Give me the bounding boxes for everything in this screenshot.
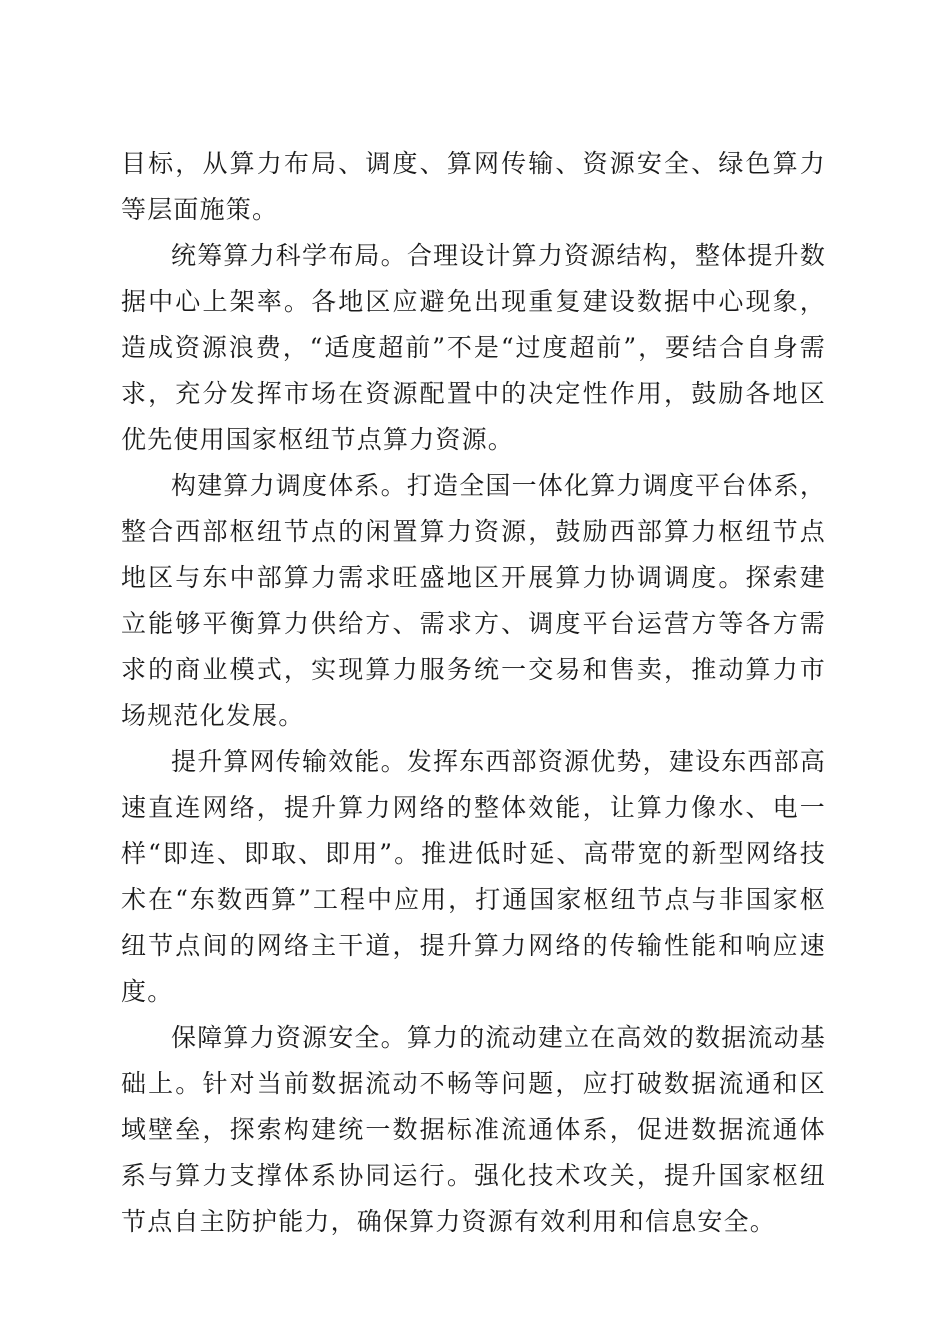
paragraph-heading: 保障算力资源安全。 (171, 1023, 407, 1052)
paragraph-body: 打造全国一体化算力调度平台体系，整合西部枢纽节点的闲置算力资源，鼓励西部算力枢纽节点地区与东中部算力需求旺盛地区开展算力协调调度。探索建立能够平衡算力供给方、需求方、调度平台运营方等各方需求的商业模式，实现算力服务统一交易和售卖，推动算力市场规范化发展。 (121, 471, 827, 730)
paragraph-scheduling (121, 463, 826, 739)
paragraph-heading: 提升算网传输效能。 (171, 747, 407, 776)
continuation-paragraph: 目标，从算力布局、调度、算网传输、资源安全、绿色算力等层面施策。 (121, 149, 826, 224)
paragraph-body: 发挥东西部资源优势，建设东西部高速直连网络，提升算力网络的整体效能，让算力像水、电一样“即连、即取、即用”。推进低时延、高带宽的新型网络技术在“东数西算”工程中应用，打通国家枢纽节点与非国家枢纽节点间的网络主干道，提升算力网络的传输性能和响应速度。 (121, 747, 827, 1006)
paragraph-body: 算力的流动建立在高效的数据流动基础上。针对当前数据流动不畅等问题，应打破数据流通和区域壁垒，探索构建统一数据标准流通体系，促进数据流通体系与算力支撑体系协同运行。强化技术攻关，提升国家枢纽节点自主防护能力，确保算力资源有效利用和信息安全。 (121, 1023, 827, 1236)
paragraph-heading: 构建算力调度体系。 (171, 471, 407, 500)
paragraph-heading: 统筹算力科学布局。 (171, 241, 407, 270)
document-body (121, 141, 826, 1245)
paragraph-security (121, 1015, 826, 1245)
paragraph-network (121, 739, 826, 1015)
paragraph-layout (121, 233, 826, 463)
paragraph-body: 合理设计算力资源结构，整体提升数据中心上架率。各地区应避免出现重复建设数据中心现象，造成资源浪费，“适度超前”不是“过度超前”，要结合自身需求，充分发挥市场在资源配置中的决定性作用，鼓励各地区优先使用国家枢纽节点算力资源。 (121, 241, 827, 454)
